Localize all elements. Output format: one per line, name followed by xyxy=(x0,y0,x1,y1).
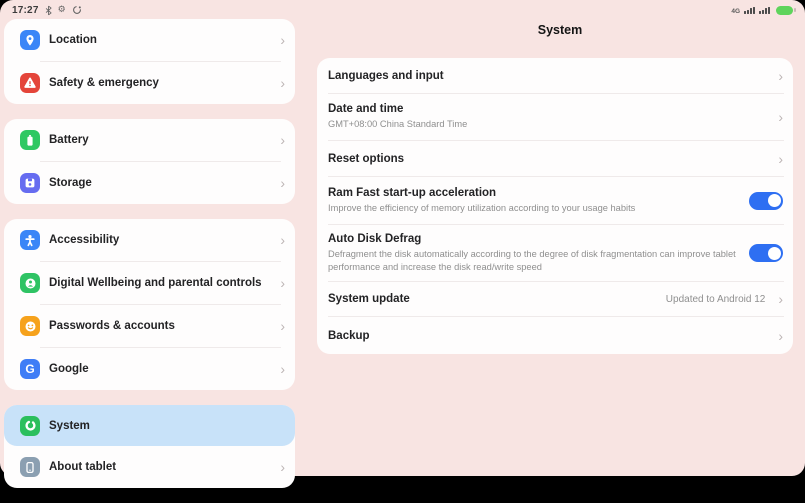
row-title: Reset options xyxy=(328,152,405,165)
clock: 17:27 xyxy=(12,4,39,16)
storage-icon xyxy=(20,173,40,193)
row-title: Backup xyxy=(328,329,370,342)
row-title: System update xyxy=(328,293,410,305)
row-reset-options[interactable] xyxy=(317,141,793,176)
sidebar-item-digital-wellbeing[interactable] xyxy=(4,262,295,304)
location-icon xyxy=(20,30,40,50)
battery-icon xyxy=(20,130,40,150)
signal-bars-icon-2 xyxy=(759,6,770,14)
system-settings-card xyxy=(317,58,793,354)
row-subtitle: Defragment the disk automatically according to the degree of disk fragmentation can improve tablet performance and increase the disk read/write speed xyxy=(328,249,736,272)
safety-emergency-icon xyxy=(20,73,40,93)
sidebar-item-google[interactable] xyxy=(4,348,295,390)
battery-status-icon xyxy=(776,6,793,15)
chevron-right-icon: › xyxy=(778,109,783,125)
menu-card-3 xyxy=(4,219,295,390)
chevron-right-icon: › xyxy=(778,150,783,167)
row-auto-disk-defrag[interactable] xyxy=(317,225,793,281)
row-date-and-time[interactable] xyxy=(317,94,793,140)
signal-bars-icon-1 xyxy=(744,6,755,14)
chevron-right-icon: › xyxy=(280,361,285,377)
sidebar-item-label: Accessibility xyxy=(49,234,120,246)
sidebar-item-passwords-accounts[interactable] xyxy=(4,305,295,347)
sidebar-item-about-tablet[interactable] xyxy=(4,446,295,488)
sidebar-item-battery[interactable] xyxy=(4,119,295,161)
system-update-value: Updated to Android 12 xyxy=(665,293,766,305)
chevron-right-icon: › xyxy=(280,175,285,191)
sidebar-item-label: Safety & emergency xyxy=(49,77,159,89)
menu-card-4 xyxy=(4,405,295,488)
sidebar-item-location[interactable] xyxy=(4,19,295,61)
sidebar-item-label: Storage xyxy=(49,177,92,189)
status-left xyxy=(12,5,82,16)
row-title: Languages and input xyxy=(328,69,444,82)
sync-icon xyxy=(72,5,82,15)
google-icon: G xyxy=(20,359,40,379)
sidebar-item-label: Google xyxy=(49,363,89,375)
chevron-right-icon: › xyxy=(280,132,285,148)
chevron-right-icon: › xyxy=(778,67,783,84)
chevron-right-icon: › xyxy=(280,232,285,248)
sidebar-item-label: Digital Wellbeing and parental controls xyxy=(49,277,262,289)
network-type-badge: 4G xyxy=(731,7,740,15)
sidebar-item-label: About tablet xyxy=(49,461,117,473)
digital-wellbeing-icon xyxy=(20,273,40,293)
about-tablet-icon xyxy=(20,457,40,477)
row-languages-and-input[interactable] xyxy=(317,58,793,93)
accessibility-icon xyxy=(20,230,40,250)
chevron-right-icon: › xyxy=(778,327,783,344)
auto-disk-defrag-toggle[interactable] xyxy=(749,244,783,262)
settings-menu xyxy=(4,32,295,503)
chevron-right-icon: › xyxy=(280,32,285,48)
sidebar-item-accessibility[interactable] xyxy=(4,219,295,261)
menu-card-1 xyxy=(4,19,295,104)
system-icon xyxy=(20,416,40,436)
row-system-update[interactable] xyxy=(317,282,793,316)
bluetooth-icon xyxy=(45,5,52,16)
row-backup[interactable] xyxy=(317,317,793,354)
chevron-right-icon: › xyxy=(280,459,285,475)
status-bar xyxy=(0,0,805,20)
row-ram-fast-startup[interactable] xyxy=(317,177,793,224)
sidebar-item-label: Battery xyxy=(49,134,89,146)
sidebar-item-label: Passwords & accounts xyxy=(49,320,175,332)
sidebar-item-safety-emergency[interactable] xyxy=(4,62,295,104)
passwords-accounts-icon xyxy=(20,316,40,336)
row-subtitle: GMT+08:00 China Standard Time xyxy=(328,119,468,130)
row-title: Date and time xyxy=(328,103,404,116)
ram-fast-toggle[interactable] xyxy=(749,192,783,210)
right-pane-title: System xyxy=(537,23,583,37)
row-subtitle: Improve the efficiency of memory utilization according to your usage habits xyxy=(328,202,636,213)
chevron-right-icon: › xyxy=(778,291,783,307)
gear-icon: ⚙ xyxy=(57,4,66,15)
menu-card-2 xyxy=(4,119,295,204)
sidebar-item-storage[interactable] xyxy=(4,162,295,204)
chevron-right-icon: › xyxy=(280,318,285,334)
sidebar-item-label: Location xyxy=(49,34,97,46)
row-title: Auto Disk Defrag xyxy=(328,233,422,246)
sidebar-item-label: System xyxy=(49,419,90,432)
status-right xyxy=(731,6,793,15)
row-title: Ram Fast start-up acceleration xyxy=(328,186,497,199)
system-settings-panel xyxy=(317,58,793,354)
sidebar-item-system[interactable] xyxy=(4,405,295,446)
chevron-right-icon: › xyxy=(280,275,285,291)
chevron-right-icon: › xyxy=(280,75,285,91)
